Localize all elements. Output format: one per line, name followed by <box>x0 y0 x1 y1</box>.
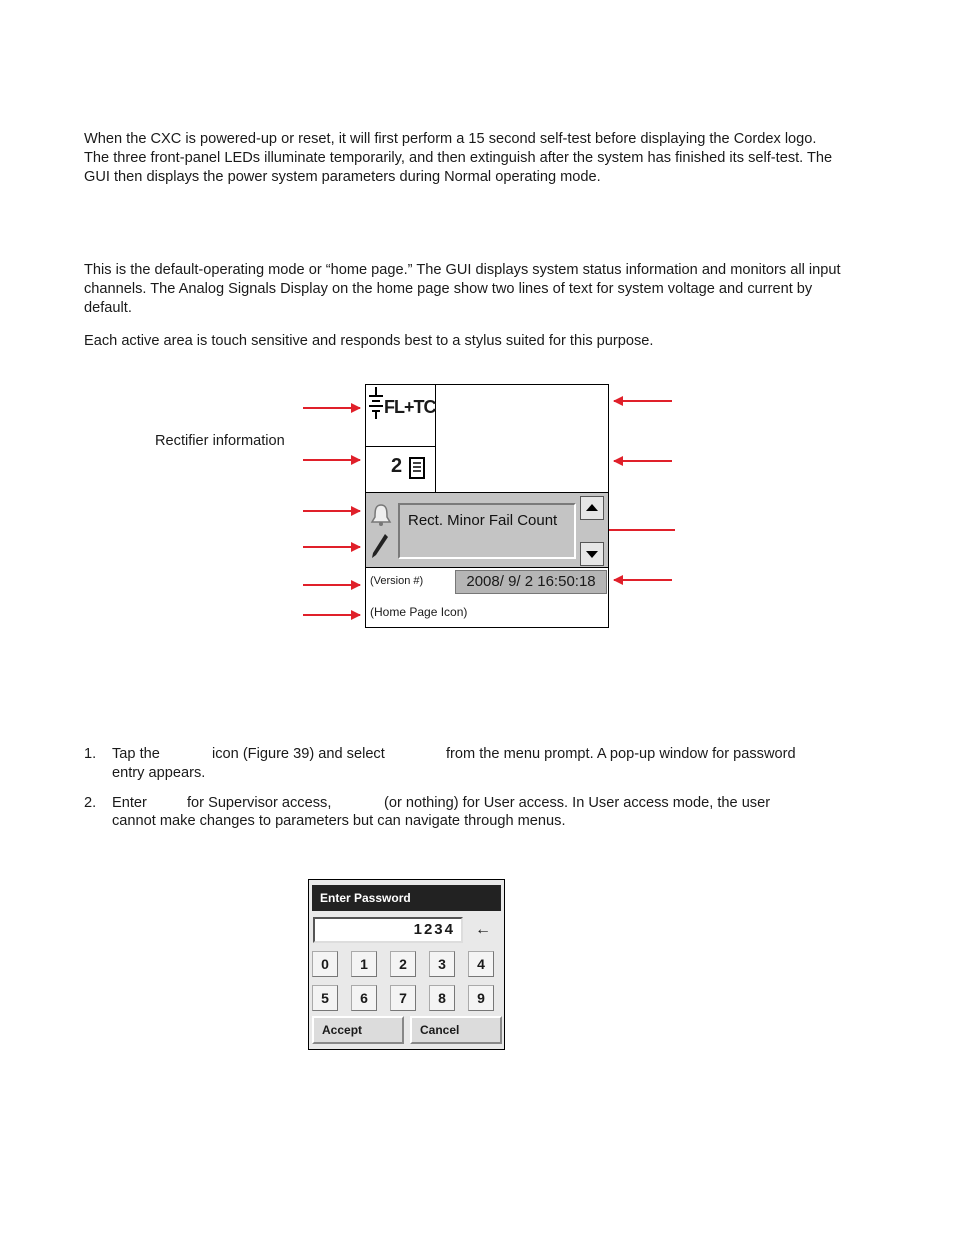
touch-note-paragraph: Each active area is touch sensitive and responds best to a stylus suited for this purpose. <box>84 333 654 349</box>
step-1-text-b: icon (Figure 39) and select <box>212 746 385 762</box>
key-4[interactable]: 4 <box>468 951 494 977</box>
key-9[interactable]: 9 <box>468 985 494 1011</box>
home-page-screen <box>365 384 609 628</box>
step-1-text-c: from the menu prompt. A pop-up window for password <box>446 746 796 762</box>
version-text: (Version #) <box>370 575 424 587</box>
step-1-number: 1. <box>84 746 97 762</box>
key-2[interactable]: 2 <box>390 951 416 977</box>
accept-button[interactable]: Accept <box>312 1016 404 1044</box>
key-3[interactable]: 3 <box>429 951 455 977</box>
triangle-up-icon <box>581 497 603 519</box>
battery-icon <box>368 387 384 421</box>
step-2-number: 2. <box>84 795 97 811</box>
home-page-icon-label[interactable]: (Home Page Icon) <box>370 605 468 619</box>
analog-signals-display[interactable] <box>436 385 608 492</box>
key-7[interactable]: 7 <box>390 985 416 1011</box>
normal-mode-paragraph: This is the default-operating mode or “home page.” The GUI displays system status information and monitors all input channels. The Analog Signals Display on the home page show two lines of text for system voltage and current by default. <box>84 262 841 316</box>
key-0[interactable]: 0 <box>312 951 338 977</box>
rectifier-info-label: Rectifier information <box>155 433 285 449</box>
battery-status-cell[interactable] <box>366 385 436 447</box>
key-5[interactable]: 5 <box>312 985 338 1011</box>
rectifier-cell[interactable] <box>366 447 436 492</box>
pen-icon[interactable] <box>371 533 389 559</box>
battery-mode-text: FL+TC <box>384 397 436 417</box>
alarm-message-text: Rect. Minor Fail Count <box>408 512 558 529</box>
step-1-text-a: Tap the <box>112 746 160 762</box>
left-arrow-icon: ← <box>475 921 491 938</box>
cancel-button[interactable]: Cancel <box>410 1016 502 1044</box>
scroll-down-button[interactable] <box>580 542 604 566</box>
step-2-text-c: (or nothing) for User access. In User access mode, the user <box>384 795 771 811</box>
status-row <box>366 568 608 596</box>
home-icon-row <box>366 596 608 627</box>
password-dialog-title: Enter Password <box>312 885 501 911</box>
key-6[interactable]: 6 <box>351 985 377 1011</box>
alarm-message-box[interactable] <box>398 503 576 559</box>
key-8[interactable]: 8 <box>429 985 455 1011</box>
rectifier-count: 2 <box>391 455 403 477</box>
rectifier-icon <box>409 457 425 479</box>
password-dialog <box>308 879 505 1050</box>
step-2-text-a: Enter <box>112 795 147 811</box>
intro-paragraph: When the CXC is powered-up or reset, it will first perform a 15 second self-test before displaying the Cordex logo. The three front-panel LEDs illuminate temporarily, and then extinguish after the system has finished its self-test. The GUI then displays the power system parameters during Normal operating mode. <box>84 131 833 185</box>
date-time-display[interactable]: 2008/ 9/ 2 16:50:18 <box>455 570 607 594</box>
step-2-text-d: cannot make changes to parameters but can navigate through menus. <box>112 813 566 829</box>
scroll-up-button[interactable] <box>580 496 604 520</box>
bell-icon[interactable] <box>370 503 392 527</box>
backspace-button[interactable] <box>469 918 497 942</box>
triangle-down-icon <box>581 543 603 565</box>
step-1-text-d: entry appears. <box>112 765 206 781</box>
password-input[interactable]: 1234 <box>313 917 463 943</box>
step-2-text-b: for Supervisor access, <box>187 795 332 811</box>
key-1[interactable]: 1 <box>351 951 377 977</box>
alarm-panel <box>366 492 608 568</box>
